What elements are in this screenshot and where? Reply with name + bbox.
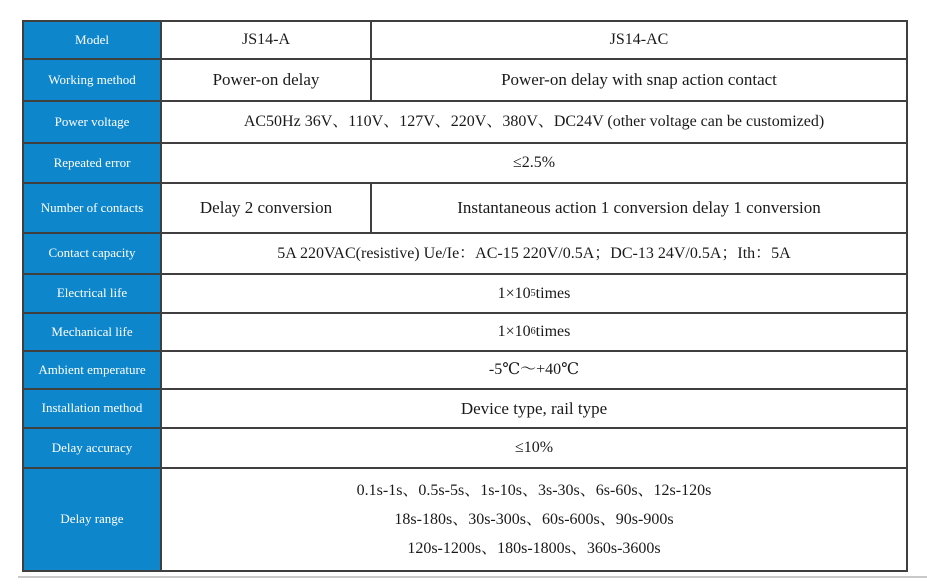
- label-electrical-life: Electrical life: [24, 275, 162, 314]
- delay-range-line-1: 0.1s-1s、0.5s-5s、1s-10s、3s-30s、6s-60s、12s-120s: [356, 481, 712, 499]
- label-installation-method: Installation method: [24, 390, 162, 429]
- table-bottom-shadow-line: [18, 576, 927, 578]
- value-repeated-error: ≤2.5%: [162, 144, 906, 184]
- label-power-voltage: Power voltage: [24, 102, 162, 144]
- label-delay-range: Delay range: [24, 469, 162, 570]
- value-mechanical-life: 1×10 6 times: [162, 314, 906, 352]
- value-delay-accuracy: ≤10%: [162, 429, 906, 469]
- value-power-voltage: AC50Hz 36V、110V、127V、220V、380V、DC24V (other voltage can be customized): [162, 102, 906, 144]
- mechanical-life-suffix: times: [535, 323, 571, 340]
- value-working-method-a: Power-on delay: [162, 60, 372, 102]
- electrical-life-suffix: times: [535, 284, 571, 302]
- delay-range-line-3: 120s-1200s、180s-1800s、360s-3600s: [407, 539, 661, 557]
- value-working-method-ac: Power-on delay with snap action contact: [372, 60, 906, 102]
- value-installation-method: Device type, rail type: [162, 390, 906, 429]
- label-model: Model: [24, 22, 162, 60]
- value-ambient-temperature: -5℃～+40℃: [162, 352, 906, 390]
- label-contact-capacity: Contact capacity: [24, 234, 162, 275]
- value-contacts-ac: Instantaneous action 1 conversion delay 1 conversion: [372, 184, 906, 234]
- label-mechanical-life: Mechanical life: [24, 314, 162, 352]
- spec-table: [22, 20, 908, 572]
- value-model-js14-ac: JS14-AC: [372, 22, 906, 60]
- label-number-of-contacts: Number of contacts: [24, 184, 162, 234]
- delay-range-lines: [357, 481, 712, 559]
- value-electrical-life: 1×10 5 times: [162, 275, 906, 314]
- electrical-life-base: 1×10: [497, 284, 531, 302]
- value-delay-range: [162, 469, 906, 570]
- label-working-method: Working method: [24, 60, 162, 102]
- delay-range-line-2: 18s-180s、30s-300s、60s-600s、90s-900s: [394, 510, 674, 528]
- label-repeated-error: Repeated error: [24, 144, 162, 184]
- value-contacts-a: Delay 2 conversion: [162, 184, 372, 234]
- value-contact-capacity: 5A 220VAC(resistive) Ue/Ie：AC-15 220V/0.5A；DC-13 24V/0.5A；Ith：5A: [162, 234, 906, 275]
- mechanical-life-base: 1×10: [497, 323, 531, 340]
- value-model-js14-a: JS14-A: [162, 22, 372, 60]
- label-ambient-temperature: Ambient emperature: [24, 352, 162, 390]
- label-delay-accuracy: Delay accuracy: [24, 429, 162, 469]
